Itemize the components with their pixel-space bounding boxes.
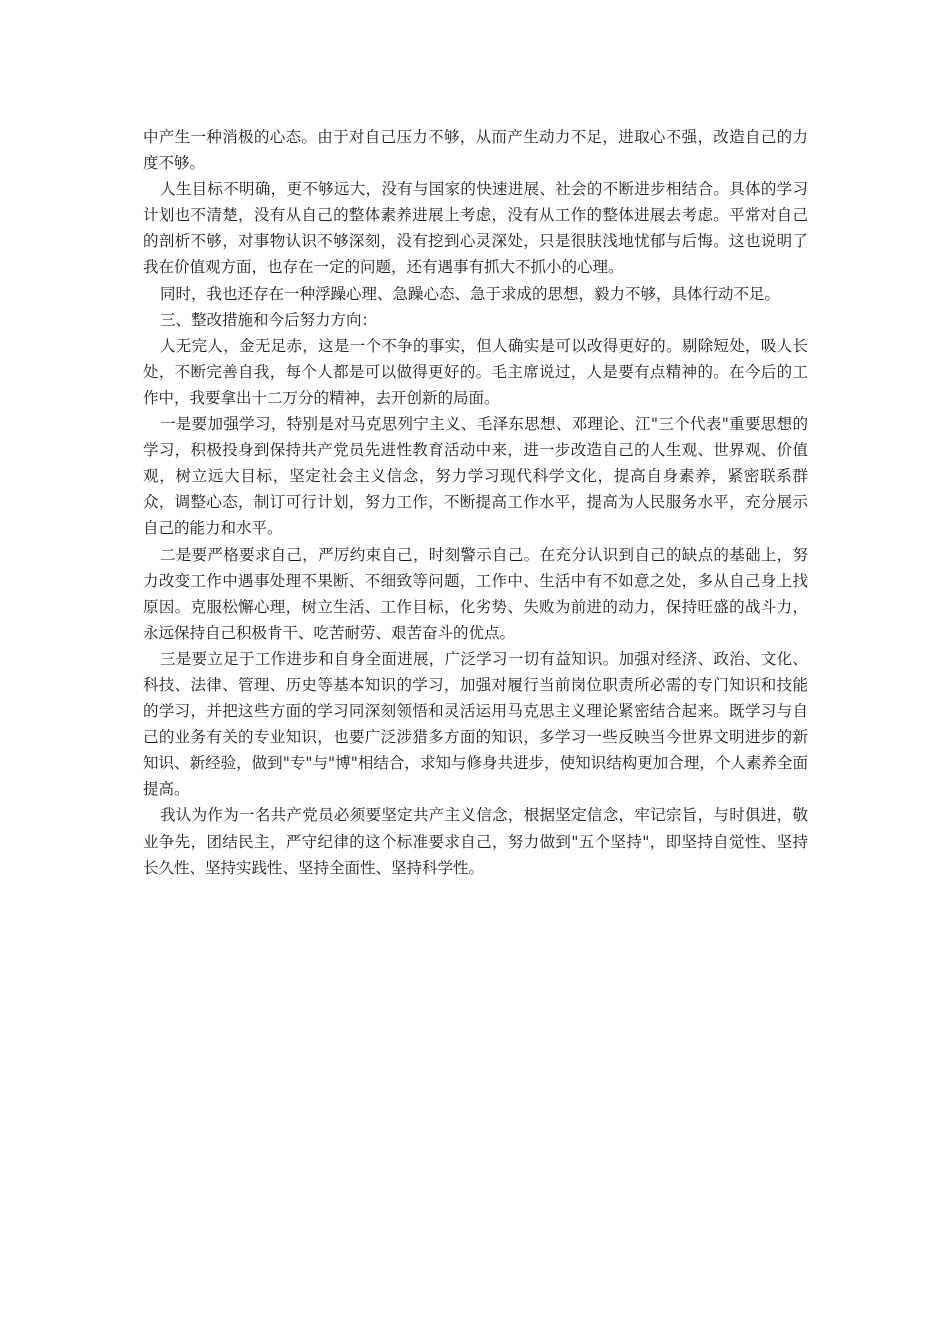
paragraph-impatience: 同时，我也还存在一种浮躁心理、急躁心态、急于求成的思想，毅力不够，具体行动不足。 xyxy=(160,284,781,303)
paragraph-point-two-discipline: 二是要严格要求自己，严厉约束自己，时刻警示自己。在充分认识到自己的缺点的基础上，努力改变工作中遇事处理不果断、不细致等问题，工作中、生活中有不如意之处，多从自己身上找原因。克服松懈心理，树立生活、工作目标，化劣势、失败为前进的动力，保持旺盛的战斗力，永远保持自己积极肯干、吃苦耐劳、艰苦奋斗的优点。 xyxy=(143,545,808,642)
paragraph-point-one-study: 一是要加强学习，特别是对马克思列宁主义、毛泽东思想、邓理论、江"三个代表"重要思想的学习，积极投身到保持共产党员先进性教育活动中来，进一步改造自己的人生观、世界观、价值观，树立远大目标，坚定社会主义信念，努力学习现代科学文化，提高自身素养，紧密联系群众，调整心态，制订可行计划，努力工作，不断提高工作水平，提高为人民服务水平，充分展示自己的能力和水平。 xyxy=(143,415,808,538)
paragraph-point-three-knowledge: 三是要立足于工作进步和自身全面进展，广泛学习一切有益知识。加强对经济、政治、文化、科技、法律、管理、历史等基本知识的学习，加强对履行当前岗位职责所必需的专门知识和技能的学习，并把这些方面的学习同深刻领悟和灵活运用马克思主义理论紧密结合起来。既学习与自己的业务有关的专业知识，也要广泛涉猎多方面的知识，多学习一些反映当今世界文明进步的新知识、新经验，做到"专"与"博"相结合，求知与修身共进步，使知识结构更加合理，个人素养全面提高。 xyxy=(143,649,808,799)
paragraph-life-goals: 人生目标不明确，更不够远大，没有与国家的快速进展、社会的不断进步相结合。具体的学习计划也不清楚，没有从自己的整体素养进展上考虑，没有从工作的整体进展去考虑。平常对自己的剖析不够，对事物认识不够深刻，没有挖到心灵深处，只是很肤浅地忧郁与后悔。这也说明了我在价值观方面，也存在一定的问题，还有遇事有抓大不抓小的心理。 xyxy=(143,180,808,277)
paragraph-nobody-perfect: 人无完人，金无足赤，这是一个不争的事实，但人确实是可以改得更好的。剔除短处，吸人长处，不断完善自我，每个人都是可以做得更好的。毛主席说过，人是要有点精神的。在今后的工作中，我要拿出十二万分的精神，去开创新的局面。 xyxy=(143,336,808,407)
document-body xyxy=(143,124,808,881)
paragraph-continuation: 中产生一种消极的心态。由于对自己压力不够，从而产生动力不足，进取心不强，改造自己的力度不够。 xyxy=(143,128,808,173)
paragraph-conclusion: 我认为作为一名共产党员必须要坚定共产主义信念，根据坚定信念，牢记宗旨，与时俱进，敬业争先，团结民主，严守纪律的这个标准要求自己，努力做到"五个坚持"，即坚持自觉性、坚持长久性、坚持实践性、坚持全面性、坚持科学性。 xyxy=(143,806,808,877)
section-heading-rectification: 三、整改措施和今后努力方向： xyxy=(160,310,378,329)
